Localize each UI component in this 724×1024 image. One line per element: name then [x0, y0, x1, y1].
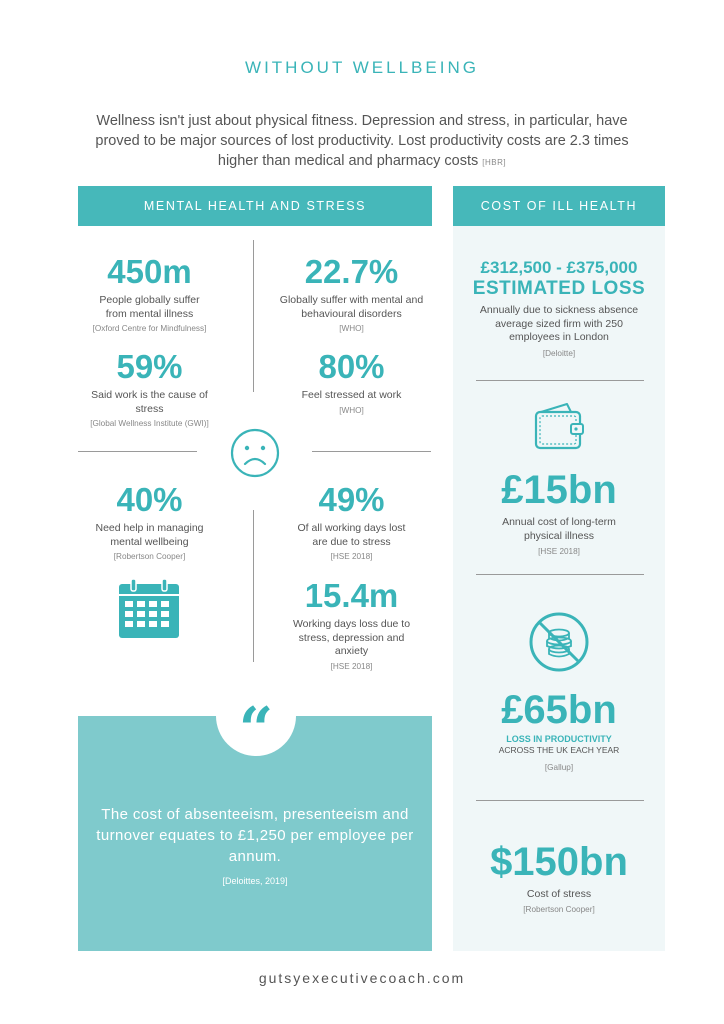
productivity-label: LOSS IN PRODUCTIVITY [506, 734, 612, 744]
stat-source: [Oxford Centre for Mindfulness] [92, 324, 207, 333]
intro-paragraph [80, 111, 644, 173]
no-money-icon [528, 611, 590, 673]
right-divider-2 [476, 574, 644, 575]
productivity-loss-block [453, 688, 665, 774]
horizontal-divider-left [78, 451, 197, 452]
stat-49-percent [264, 482, 439, 563]
stat-value: 49% [318, 481, 385, 518]
stat-59-percent [62, 349, 237, 430]
stat-source: [Global Wellness Institute (GWI)] [90, 419, 209, 428]
stress-cost-value: $150bn [490, 840, 628, 884]
stat-80-percent [264, 349, 439, 417]
quote-text: The cost of absenteeism, presenteeism and turnover equates to £1,250 per employee per annum. [96, 806, 414, 865]
productivity-source: [Gallup] [544, 763, 574, 772]
long-term-desc: Annual cost of long-term physical illness [502, 516, 616, 542]
stat-desc: Working days loss due to stress, depression and anxiety [292, 618, 411, 657]
intro-text: Wellness isn't just about physical fitness. Depression and stress, in particular, have proved to be major sources of lost productivity. Lost productivity costs are 2.3 times higher than medical and pharmacy costs [95, 113, 629, 169]
right-divider-3 [476, 800, 644, 801]
stat-source: [WHO] [339, 405, 364, 415]
stat-value: 40% [116, 481, 183, 518]
horizontal-divider-right [312, 451, 431, 452]
productivity-desc: ACROSS THE UK EACH YEAR [498, 745, 620, 755]
stat-value: 15.4m [304, 577, 399, 614]
productivity-value: £65bn [501, 688, 617, 732]
stress-cost-desc: Cost of stress [526, 888, 592, 900]
long-term-source: [HSE 2018] [538, 547, 580, 556]
calendar-icon [117, 578, 181, 640]
intro-source: [HBR] [482, 158, 507, 167]
stat-40-percent [62, 482, 237, 563]
wallet-icon [533, 402, 587, 452]
stat-value: 59% [116, 348, 183, 385]
stat-source: [HSE 2018] [330, 661, 373, 671]
quote-source: [Deloittes, 2019] [222, 876, 288, 886]
stress-cost-source: [Robertson Cooper] [523, 904, 595, 914]
stress-cost-block [453, 840, 665, 916]
stat-value: 80% [318, 348, 385, 385]
stat-value: 450m [107, 253, 192, 290]
vertical-divider-bottom [253, 510, 254, 662]
sad-face-icon [229, 427, 281, 479]
estimated-loss-block [453, 258, 665, 360]
stat-desc: Globally suffer with mental and behavioural disorders [279, 294, 424, 320]
page-title: WITHOUT WELLBEING [245, 58, 479, 77]
stat-desc: Said work is the cause of stress [91, 389, 208, 415]
stat-source: [Robertson Cooper] [113, 552, 186, 561]
long-term-value: £15bn [501, 468, 617, 512]
footer-website: gutsyexecutivecoach.com [258, 970, 466, 986]
stat-450m [62, 254, 237, 335]
estimated-range: £312,500 - £375,000 [480, 258, 638, 277]
estimated-label: ESTIMATED LOSS [472, 278, 646, 299]
stat-22-7-percent [264, 254, 439, 335]
stat-desc: People globally suffer from mental illness [99, 294, 200, 320]
estimated-source: [Deloitte] [542, 348, 576, 358]
right-divider-1 [476, 380, 644, 381]
long-term-illness-block [453, 468, 665, 558]
stat-source: [HSE 2018] [330, 552, 373, 561]
mental-health-header: MENTAL HEALTH AND STRESS [78, 186, 432, 226]
stat-15-4m [264, 578, 439, 673]
estimated-desc: Annually due to sickness absence average sized firm with 250 employees in London [479, 304, 639, 343]
stat-source: [WHO] [339, 324, 364, 333]
vertical-divider-top [253, 240, 254, 392]
cost-ill-health-header: COST OF ILL HEALTH [453, 186, 665, 226]
stat-desc: Feel stressed at work [301, 389, 402, 401]
quote-icon: “ [238, 695, 274, 765]
stat-desc: Of all working days lost are due to stress [297, 522, 406, 548]
stat-value: 22.7% [304, 253, 399, 290]
stat-desc: Need help in managing mental wellbeing [95, 522, 204, 548]
